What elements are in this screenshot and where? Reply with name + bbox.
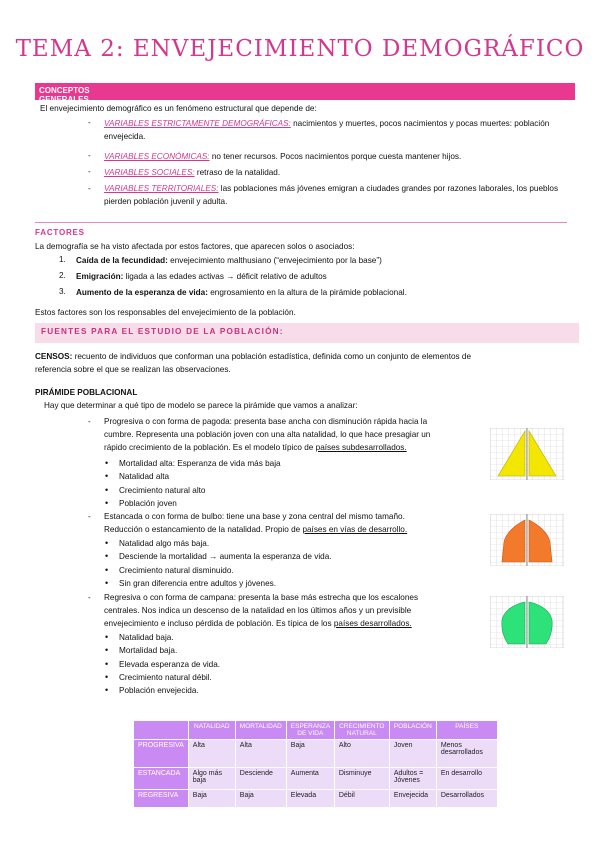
dash-marker: -: [88, 118, 91, 127]
table-cell: Desarrollados: [436, 790, 497, 808]
bullet-item: • Natalidad algo más baja.: [119, 537, 209, 550]
table-cell: Algo más baja: [188, 768, 235, 790]
factor-text: engrosamiento en la altura de la pirámide poblacional.: [207, 288, 407, 297]
conceptos-heading: CONCEPTOS GENERALES: [39, 86, 135, 105]
table-cell: Débil: [334, 790, 389, 808]
censos-label: CENSOS:: [35, 352, 73, 361]
table-header-cell: CRECIMIENTO NATURAL: [334, 721, 389, 740]
table-cell: Desciende: [235, 768, 286, 790]
conceptos-item: [104, 166, 280, 179]
table-header-cell: ESPERANZA DE VIDA: [286, 721, 334, 740]
variable-text-cont: pierden población juvenil y adulta.: [104, 197, 228, 206]
bullet-item: • Población joven: [119, 497, 177, 510]
variable-text: retraso de la natalidad.: [194, 168, 281, 177]
list-number: 2.: [59, 271, 66, 280]
variable-label: VARIABLES SOCIALES:: [104, 168, 195, 177]
table-header-cell: NATALIDAD: [188, 721, 235, 740]
censos-text-cont: referencia sobre el que se realizan las observaciones.: [35, 365, 231, 374]
table-cell: Baja: [286, 740, 334, 768]
regresiva-paragraph: [104, 591, 484, 630]
table-row: [134, 740, 498, 768]
progresiva-line: Progresiva o con forma de pagoda: presenta base ancha con disminución rápida hacia la: [104, 417, 428, 426]
bullet-item: • Población envejecida.: [119, 684, 199, 697]
table-cell: Elevada: [286, 790, 334, 808]
factores-outro: Estos factores son los responsables del envejecimiento de la población.: [35, 308, 296, 317]
variable-text-cont: envejecida.: [104, 132, 146, 141]
dash-marker: -: [88, 184, 91, 193]
dash-marker: -: [88, 167, 91, 176]
fuentes-heading: FUENTES PARA EL ESTUDIO DE LA POBLACIÓN:: [35, 323, 579, 343]
bullet-item: • Natalidad alta: [119, 470, 169, 483]
conceptos-item: [104, 150, 461, 163]
pyramid-regresiva-illustration: [490, 596, 564, 648]
table-row-header: PROGRESIVA: [134, 740, 189, 768]
factor-text: envejecimiento malthusiano (“envejecimiento por la base”): [167, 256, 382, 265]
table-cell: Alta: [235, 740, 286, 768]
table-cell: Menos desarrollados: [436, 740, 497, 768]
table-cell: En desarrollo: [436, 768, 497, 790]
table-cell: Envejecida: [389, 790, 436, 808]
factor-item: [76, 270, 327, 283]
factor-item: [76, 286, 407, 299]
table-cell: Baja: [188, 790, 235, 808]
estancada-line: Reducción o estancamiento de la natalidad. Propio de: [104, 525, 303, 534]
bullet-item: • Natalidad baja.: [119, 631, 174, 644]
estancada-paragraph: [104, 510, 484, 536]
factor-bold: Caída de la fecundidad:: [76, 256, 168, 265]
bullet-item: • Mortalidad alta: Esperanza de vida más baja: [119, 457, 281, 470]
variable-label: VARIABLES ECONÓMICAS:: [104, 152, 210, 161]
page-title: TEMA 2: ENVEJECIMIENTO DEMOGRÁFICO: [15, 36, 585, 62]
table-cell: Alta: [188, 740, 235, 768]
factores-heading: FACTORES: [35, 228, 85, 237]
bullet-item: • Desciende la mortalidad → aumenta la esperanza de vida.: [119, 550, 332, 563]
pyramid-summary-table: [133, 720, 498, 808]
variable-text: las poblaciones más jóvenes emigran a ciudades grandes por razones laborales, los pueblos: [218, 184, 559, 193]
bullet-item: • Crecimiento natural débil.: [119, 671, 212, 684]
list-number: 1.: [59, 255, 66, 264]
pyramid-estancada-illustration: [490, 514, 564, 566]
pyramid-progresiva-illustration: [490, 428, 564, 480]
table-cell: Joven: [389, 740, 436, 768]
regresiva-line: Regresiva o con forma de campana: presenta la base más estrecha que los escalones: [104, 593, 419, 602]
regresiva-countries: países desarrollados.: [333, 619, 412, 628]
table-header-cell: [134, 721, 189, 740]
progresiva-line: cumbre. Representa una población joven con una alta natalidad, lo que hace presagiar un: [104, 430, 431, 439]
censos-text: recuento de individuos que conforman una población estadística, definida como un conjunto de elementos de: [72, 352, 472, 361]
table-header-cell: POBLACIÓN: [389, 721, 436, 740]
table-cell: Baja: [235, 790, 286, 808]
variable-label: VARIABLES TERRITORIALES:: [104, 184, 219, 193]
table-row: [134, 768, 498, 790]
estancada-countries: países en vías de desarrollo.: [302, 525, 408, 534]
progresiva-line: rápido crecimiento de la población. Es el modelo típico de: [104, 443, 316, 452]
regresiva-line: envejecimiento e incluso pérdida de población. Es típica de los: [104, 619, 334, 628]
conceptos-item: [104, 182, 566, 208]
bullet-item: • Crecimiento natural alto: [119, 484, 205, 497]
dash-marker: -: [88, 593, 91, 602]
estancada-line: Estancada o con forma de bulbo: tiene una base y zona central del mismo tamaño.: [104, 512, 405, 521]
piramide-intro: Hay que determinar a qué tipo de modelo se parece la pirámide que vamos a analizar:: [44, 401, 358, 410]
dash-marker: -: [88, 512, 91, 521]
bullet-item: • Mortalidad baja.: [119, 644, 177, 657]
conceptos-item: [104, 117, 566, 143]
progresiva-paragraph: [104, 415, 484, 454]
factor-item: [76, 254, 382, 267]
table-header-cell: PAÍSES: [436, 721, 497, 740]
variable-label: VARIABLES ESTRICTAMENTE DEMOGRÁFICAS:: [104, 119, 291, 128]
bullet-item: • Crecimiento natural disminuido.: [119, 564, 234, 577]
variable-text: no tener recursos. Pocos nacimientos porque cuesta mantener hijos.: [209, 152, 462, 161]
dash-marker: -: [88, 417, 91, 426]
conceptos-intro: El envejecimiento demográfico es un fenómeno estructural que depende de:: [40, 104, 317, 113]
table-header-cell: MORTALIDAD: [235, 721, 286, 740]
dash-marker: -: [88, 151, 91, 160]
censos-paragraph: [35, 350, 565, 376]
variable-text: nacimientos y muertes, pocos nacimientos y pocas muertes: población: [290, 119, 550, 128]
table-cell: Alto: [334, 740, 389, 768]
divider: [35, 222, 567, 223]
table-cell: Aumenta: [286, 768, 334, 790]
factor-text: ligada a las edades activas → déficit relativo de adultos: [123, 272, 327, 281]
table-cell: Adultos = Jóvenes: [389, 768, 436, 790]
table-row: [134, 790, 498, 808]
factor-bold: Emigración:: [76, 272, 124, 281]
table-row-header: REGRESIVA: [134, 790, 189, 808]
bullet-item: • Sin gran diferencia entre adultos y jóvenes.: [119, 577, 276, 590]
regresiva-line: centrales. Nos indica un descenso de la natalidad en los últimos años y un previsible: [104, 606, 412, 615]
piramide-heading: PIRÁMIDE POBLACIONAL: [35, 388, 138, 397]
bullet-item: • Elevada esperanza de vida.: [119, 658, 220, 671]
table-header-row: [134, 721, 498, 740]
table-cell: Disminuye: [334, 768, 389, 790]
table-row-header: ESTANCADA: [134, 768, 189, 790]
factor-bold: Aumento de la esperanza de vida:: [76, 288, 208, 297]
list-number: 3.: [59, 287, 66, 296]
progresiva-countries: países subdesarrollados.: [315, 443, 407, 452]
conceptos-heading-band: [35, 83, 575, 104]
factores-intro: La demografía se ha visto afectada por estos factores, que aparecen solos o asociados:: [35, 242, 355, 251]
